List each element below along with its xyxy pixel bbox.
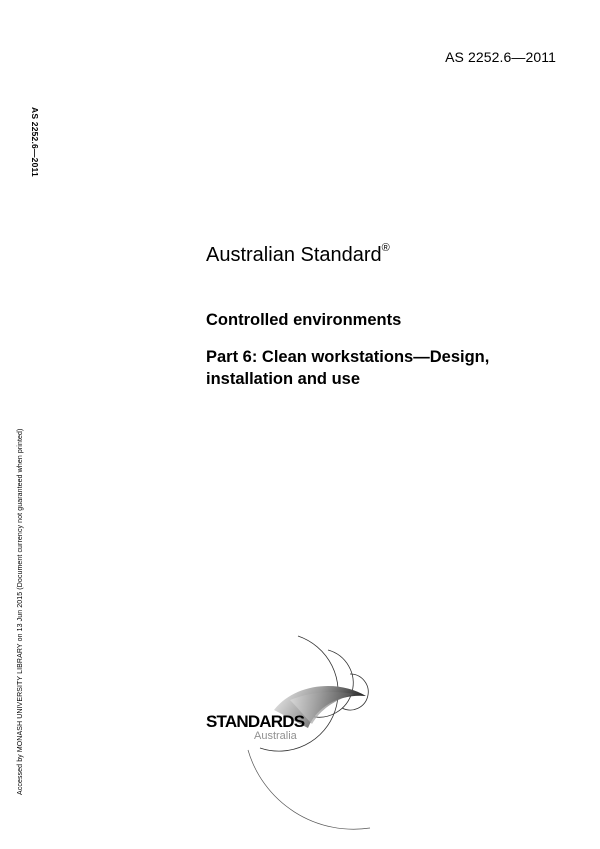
series-label: Australian Standard (206, 244, 382, 266)
logo-wordmark: STANDARDS (206, 712, 305, 731)
document-number: AS 2252.6—2011 (445, 49, 556, 65)
spine-document-number: AS 2252.6—2011 (30, 107, 40, 177)
document-subtitle: Part 6: Clean workstations—Design, installation and use (206, 348, 490, 388)
document-title: Controlled environments (206, 311, 402, 329)
series-name (206, 244, 390, 267)
registered-mark: ® (381, 242, 390, 255)
access-note: Accessed by MONASH UNIVERSITY LIBRARY on 13 Jun 2015 (Document currency not guaranteed when printed) (17, 428, 24, 795)
logo-subtext: Australia (254, 730, 297, 742)
